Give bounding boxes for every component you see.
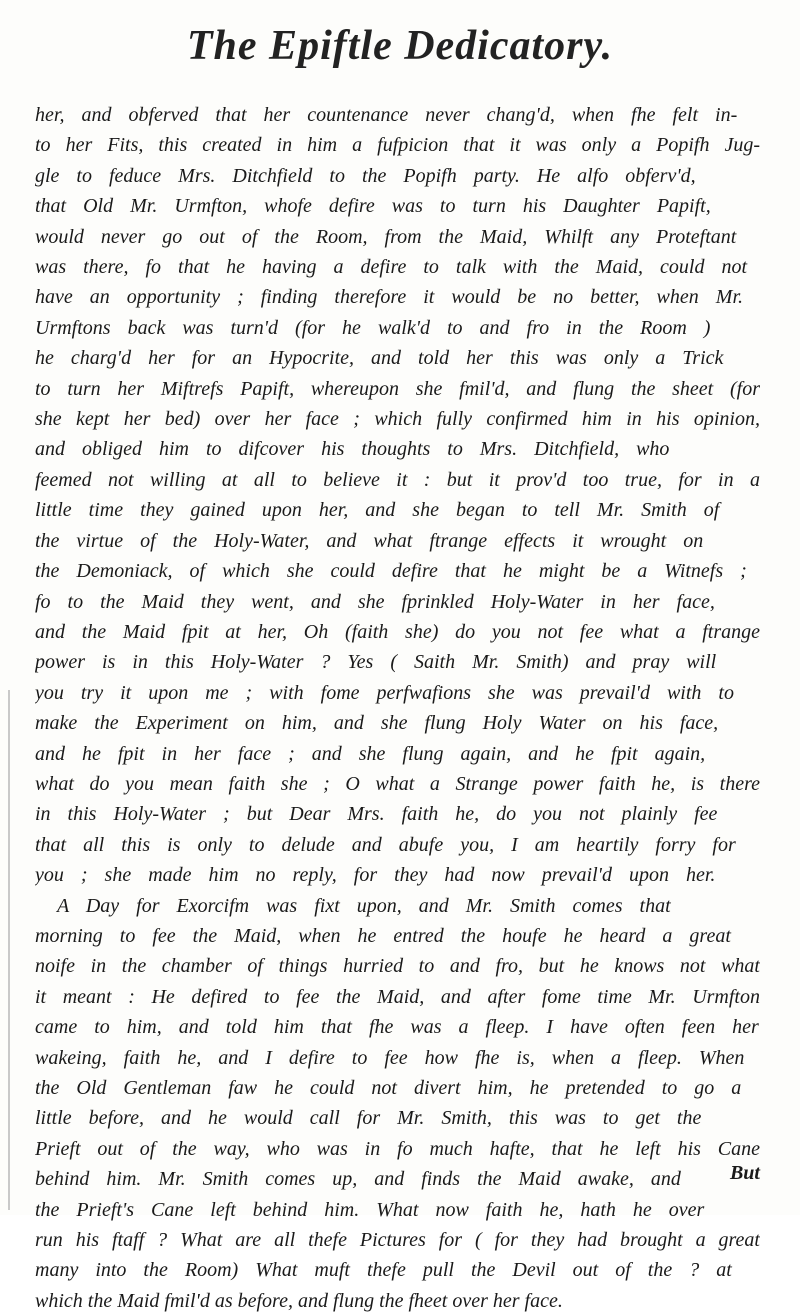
text-line: morning to fee the Maid, when he entred the houfe he heard a great xyxy=(35,924,731,947)
text-line: he charg'd her for an Hypocrite, and told her this was only a Trick xyxy=(35,347,724,370)
text-line: Urmftons back was turn'd (for he walk'd to and fro in the Room ) xyxy=(35,316,711,339)
text-line: power is in this Holy-Water ? Yes ( Saith Mr. Smith) and pray will xyxy=(35,651,717,674)
text-line: came to him, and told him that fhe was a fleep. I have often feen her xyxy=(35,1016,759,1039)
text-line: was there, fo that he having a defire to talk with the Maid, could not xyxy=(35,256,748,279)
text-line: wakeing, faith he, and I defire to fee how fhe is, when a fleep. When xyxy=(35,1046,745,1069)
text-line: what do you mean faith she ; O what a Strange power faith he, is there xyxy=(35,772,760,795)
body-text xyxy=(35,100,760,1316)
text-line: and he fpit in her face ; and she flung again, and he fpit again, xyxy=(35,742,706,765)
text-line: in this Holy-Water ; but Dear Mrs. faith he, do you not plainly fee xyxy=(35,803,718,826)
text-line: to turn her Miftrefs Papift, whereupon she fmil'd, and flung the sheet (for xyxy=(35,377,760,400)
text-line: the Demoniack, of which she could defire that he might be a Witnefs ; xyxy=(35,560,747,583)
text-line: you try it upon me ; with fome perfwafions she was prevail'd with to xyxy=(35,681,734,704)
gutter-shadow xyxy=(8,690,10,1210)
text-line: that all this is only to delude and abufe you, I am heartily forry for xyxy=(35,833,736,856)
text-line: you ; she made him no reply, for they had now prevail'd upon her. xyxy=(35,864,716,887)
text-line: would never go out of the Room, from the Maid, Whilft any Proteftant xyxy=(35,225,737,248)
text-line: the Prieft's Cane left behind him. What now faith he, hath he over xyxy=(35,1198,705,1221)
text-line: many into the Room) What muft thefe pull the Devil out of the ? at xyxy=(35,1259,732,1282)
running-head: The Epiftle Dedicatory. xyxy=(186,23,614,69)
text-line: gle to feduce Mrs. Ditchfield to the Popifh party. He alfo obferv'd, xyxy=(35,164,696,187)
text-line: feemed not willing at all to believe it : but it prov'd too true, for in a xyxy=(35,468,760,491)
text-line: run his ftaff ? What are all thefe Pictures for ( for they had brought a great xyxy=(35,1229,760,1252)
text-line: that Old Mr. Urmfton, whofe defire was to turn his Daughter Papift, xyxy=(35,195,711,218)
text-line: she kept her bed) over her face ; which fully confirmed him in his opinion, xyxy=(35,408,760,431)
text-line: little time they gained upon her, and she began to tell Mr. Smith of xyxy=(35,499,720,522)
text-line: which the Maid fmil'd as before, and flung the fheet over her face. xyxy=(35,1289,563,1312)
text-line: noife in the chamber of things hurried to and fro, but he knows not what xyxy=(35,955,760,978)
text-line: make the Experiment on him, and she flung Holy Water on his face, xyxy=(35,712,719,735)
text-line: and the Maid fpit at her, Oh (faith she) do you not fee what a ftrange xyxy=(35,620,760,643)
text-line: little before, and he would call for Mr. Smith, this was to get the xyxy=(35,1107,702,1130)
text-line: fo to the Maid they went, and she fprinkled Holy-Water in her face, xyxy=(35,590,715,613)
paragraph-start-line: A Day for Exorcifm was fixt upon, and Mr. Smith comes that xyxy=(57,894,671,917)
text-line: the virtue of the Holy-Water, and what ftrange effects it wrought on xyxy=(35,529,704,552)
text-line: her, and obferved that her countenance never chang'd, when fhe felt in- xyxy=(35,104,738,126)
text-line: Prieft out of the way, who was in fo much hafte, that he left his Cane xyxy=(35,1137,760,1160)
text-line: to her Fits, this created in him a fufpicion that it was only a Popifh Jug- xyxy=(35,134,760,157)
catchword: But xyxy=(729,1162,760,1184)
text-line: it meant : He defired to fee the Maid, and after fome time Mr. Urmfton xyxy=(35,985,760,1008)
text-line: the Old Gentleman faw he could not divert him, he pretended to go a xyxy=(35,1077,742,1099)
text-line: and obliged him to difcover his thoughts to Mrs. Ditchfield, who xyxy=(35,438,670,461)
text-line: have an opportunity ; finding therefore it would be no better, when Mr. xyxy=(35,286,744,309)
text-line: behind him. Mr. Smith comes up, and finds the Maid awake, and xyxy=(35,1168,681,1191)
